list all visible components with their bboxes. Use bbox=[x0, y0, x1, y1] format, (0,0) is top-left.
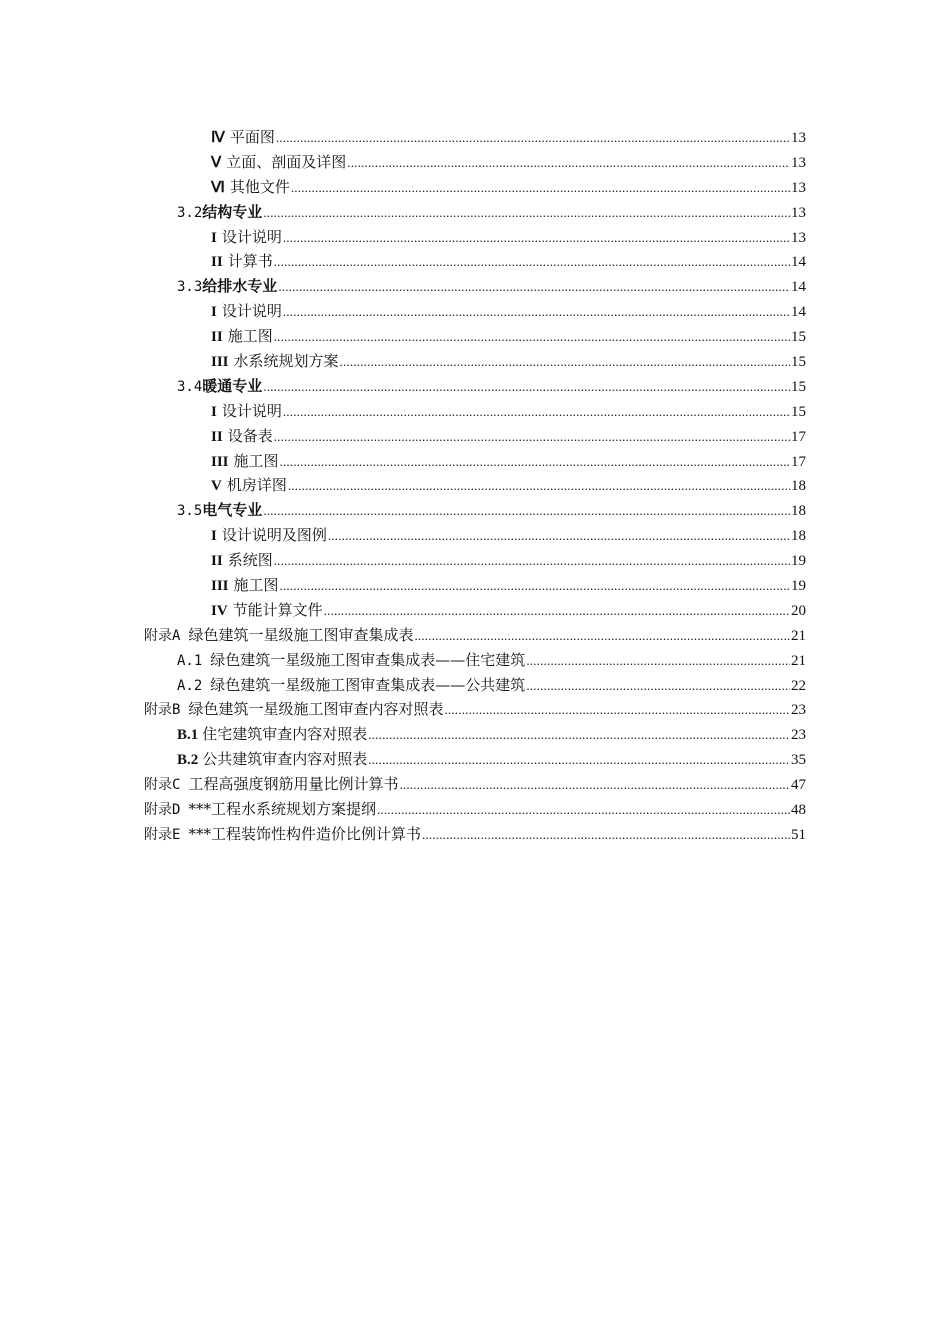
toc-page-number: 15 bbox=[791, 378, 806, 395]
toc-number: II bbox=[211, 254, 223, 271]
toc-page-number: 21 bbox=[791, 652, 806, 669]
toc-title: 设计说明 bbox=[221, 302, 282, 321]
dot-leader bbox=[526, 674, 790, 699]
toc-entry bbox=[0, 523, 950, 548]
toc-number: 附录D bbox=[144, 802, 181, 819]
toc-title: 绿色建筑一星级施工图审查内容对照表 bbox=[188, 700, 444, 719]
toc-title: 施工图 bbox=[233, 576, 279, 595]
toc-number: II bbox=[211, 553, 223, 570]
toc-page-number: 22 bbox=[791, 677, 806, 694]
dot-leader bbox=[283, 300, 790, 325]
toc-entry bbox=[0, 697, 950, 722]
dot-leader bbox=[347, 151, 790, 176]
toc-number: 附录E bbox=[144, 826, 181, 843]
dot-leader bbox=[328, 524, 790, 549]
toc-number: III bbox=[211, 578, 229, 595]
toc-entry bbox=[0, 498, 950, 523]
toc-page-number: 14 bbox=[791, 254, 806, 271]
toc-entry bbox=[0, 274, 950, 299]
toc-title: 绿色建筑一星级施工图审查集成表 bbox=[188, 625, 414, 644]
toc-number: A.2 bbox=[177, 677, 203, 694]
toc-title: 计算书 bbox=[227, 252, 273, 271]
toc-page-number: 19 bbox=[791, 578, 806, 595]
toc-page-number: 13 bbox=[791, 130, 806, 146]
toc-title: 给排水专业 bbox=[202, 277, 278, 296]
toc-number: Ⅴ bbox=[211, 154, 222, 171]
toc-page-number: 21 bbox=[791, 627, 806, 644]
toc-title: 绿色建筑一星级施工图审查集成表——住宅建筑 bbox=[210, 650, 526, 669]
dot-leader bbox=[368, 723, 790, 748]
toc-page-number: 15 bbox=[791, 354, 806, 371]
dot-leader bbox=[414, 624, 790, 649]
toc-title: 公共建筑审查内容对照表 bbox=[202, 750, 368, 769]
dot-leader bbox=[291, 176, 790, 201]
toc-number: B.1 bbox=[177, 727, 199, 744]
toc-number: 3.2 bbox=[177, 204, 203, 221]
toc-page-number: 14 bbox=[791, 304, 806, 321]
toc-number: V bbox=[211, 478, 222, 495]
dot-leader bbox=[276, 126, 790, 151]
toc-title: ***工程装饰性构件造价比例计算书 bbox=[188, 824, 421, 843]
dot-leader bbox=[274, 425, 790, 450]
toc-page-number: 51 bbox=[791, 826, 806, 843]
toc-number: 3.5 bbox=[177, 503, 203, 520]
toc-page-number: 13 bbox=[791, 179, 806, 196]
dot-leader bbox=[526, 649, 790, 674]
dot-leader bbox=[283, 226, 790, 251]
toc-page-number: 18 bbox=[791, 503, 806, 520]
toc-entry bbox=[0, 200, 950, 225]
toc-page-number: 13 bbox=[791, 154, 806, 171]
toc-title: 系统图 bbox=[227, 551, 273, 570]
dot-leader bbox=[444, 698, 790, 723]
dot-leader bbox=[288, 474, 790, 499]
toc-entry bbox=[0, 125, 950, 150]
toc-page-number: 17 bbox=[791, 428, 806, 445]
toc-entry bbox=[0, 822, 950, 847]
toc-title: 平面图 bbox=[229, 128, 275, 146]
toc-entry bbox=[0, 623, 950, 648]
toc-page-number: 18 bbox=[791, 478, 806, 495]
toc-number: III bbox=[211, 354, 229, 371]
toc-title: 绿色建筑一星级施工图审查集成表——公共建筑 bbox=[210, 675, 526, 694]
toc-title: 设计说明 bbox=[221, 227, 282, 246]
toc-entry bbox=[0, 324, 950, 349]
toc-entry bbox=[0, 225, 950, 250]
toc-page-number: 20 bbox=[791, 602, 806, 619]
dot-leader bbox=[340, 350, 790, 375]
toc-title: 设计说明及图例 bbox=[221, 526, 327, 545]
toc-page-number: 18 bbox=[791, 528, 806, 545]
dot-leader bbox=[274, 250, 790, 275]
toc-page-number: 15 bbox=[791, 329, 806, 346]
toc-title: 工程高强度钢筋用量比例计算书 bbox=[188, 775, 399, 794]
toc-entry bbox=[0, 797, 950, 822]
toc-number: II bbox=[211, 428, 223, 445]
toc-title: 电气专业 bbox=[202, 501, 263, 520]
toc-title: 机房详图 bbox=[226, 476, 287, 495]
toc-entry bbox=[0, 374, 950, 399]
toc-entry bbox=[0, 573, 950, 598]
toc-entry bbox=[0, 424, 950, 449]
toc-page-number: 23 bbox=[791, 727, 806, 744]
toc-number: 附录B bbox=[144, 702, 181, 719]
toc-number: B.2 bbox=[177, 752, 199, 769]
dot-leader bbox=[280, 574, 790, 599]
toc-number: 3.3 bbox=[177, 279, 203, 296]
toc-number: 附录C bbox=[144, 777, 181, 794]
toc-title: 施工图 bbox=[227, 327, 273, 346]
toc-number: I bbox=[211, 229, 217, 246]
toc-page-number: 17 bbox=[791, 453, 806, 470]
toc-entry bbox=[0, 349, 950, 374]
toc-number: Ⅳ bbox=[211, 130, 225, 146]
dot-leader bbox=[263, 201, 790, 226]
dot-leader bbox=[263, 499, 790, 524]
toc-entry bbox=[0, 598, 950, 623]
toc-page-number: 13 bbox=[791, 204, 806, 221]
toc-number: II bbox=[211, 329, 223, 346]
toc-entry bbox=[0, 747, 950, 772]
toc-entry bbox=[0, 449, 950, 474]
dot-leader bbox=[278, 275, 790, 300]
toc-entry bbox=[0, 548, 950, 573]
toc-entry bbox=[0, 249, 950, 274]
toc-number: 附录A bbox=[144, 627, 181, 644]
dot-leader bbox=[324, 599, 790, 624]
toc-number: A.1 bbox=[177, 652, 203, 669]
toc-entry bbox=[0, 772, 950, 797]
dot-leader bbox=[368, 748, 790, 773]
toc-title: ***工程水系统规划方案提纲 bbox=[188, 800, 376, 819]
toc-page-number: 19 bbox=[791, 553, 806, 570]
toc-title: 水系统规划方案 bbox=[233, 352, 339, 371]
toc-number: I bbox=[211, 528, 217, 545]
toc-number: Ⅵ bbox=[211, 179, 225, 196]
toc-title: 立面、剖面及详图 bbox=[226, 152, 347, 171]
dot-leader bbox=[274, 325, 790, 350]
toc-title: 结构专业 bbox=[202, 202, 263, 221]
toc-entry bbox=[0, 175, 950, 200]
dot-leader bbox=[263, 375, 790, 400]
toc-page-number: 15 bbox=[791, 403, 806, 420]
dot-leader bbox=[422, 823, 790, 848]
toc-title: 设计说明 bbox=[221, 401, 282, 420]
dot-leader bbox=[399, 773, 790, 798]
toc-entry bbox=[0, 648, 950, 673]
table-of-contents bbox=[0, 125, 950, 847]
toc-page-number: 47 bbox=[791, 777, 806, 794]
toc-number: I bbox=[211, 403, 217, 420]
toc-entry bbox=[0, 399, 950, 424]
toc-entry bbox=[0, 722, 950, 747]
toc-number: IV bbox=[211, 602, 228, 619]
toc-page-number: 14 bbox=[791, 279, 806, 296]
toc-title: 其他文件 bbox=[229, 177, 290, 196]
toc-title: 施工图 bbox=[233, 451, 279, 470]
toc-number: 3.4 bbox=[177, 378, 203, 395]
toc-number: III bbox=[211, 453, 229, 470]
toc-title: 设备表 bbox=[227, 426, 273, 445]
toc-entry bbox=[0, 150, 950, 175]
toc-title: 住宅建筑审查内容对照表 bbox=[202, 725, 368, 744]
dot-leader bbox=[280, 450, 790, 475]
dot-leader bbox=[274, 549, 790, 574]
toc-entry bbox=[0, 299, 950, 324]
toc-page-number: 23 bbox=[791, 702, 806, 719]
toc-entry bbox=[0, 473, 950, 498]
toc-title: 节能计算文件 bbox=[232, 600, 323, 619]
toc-page-number: 48 bbox=[791, 802, 806, 819]
toc-page-number: 35 bbox=[791, 752, 806, 769]
dot-leader bbox=[283, 400, 790, 425]
toc-title: 暖通专业 bbox=[202, 376, 263, 395]
toc-entry bbox=[0, 673, 950, 698]
dot-leader bbox=[377, 798, 790, 823]
toc-number: I bbox=[211, 304, 217, 321]
toc-page-number: 13 bbox=[791, 229, 806, 246]
